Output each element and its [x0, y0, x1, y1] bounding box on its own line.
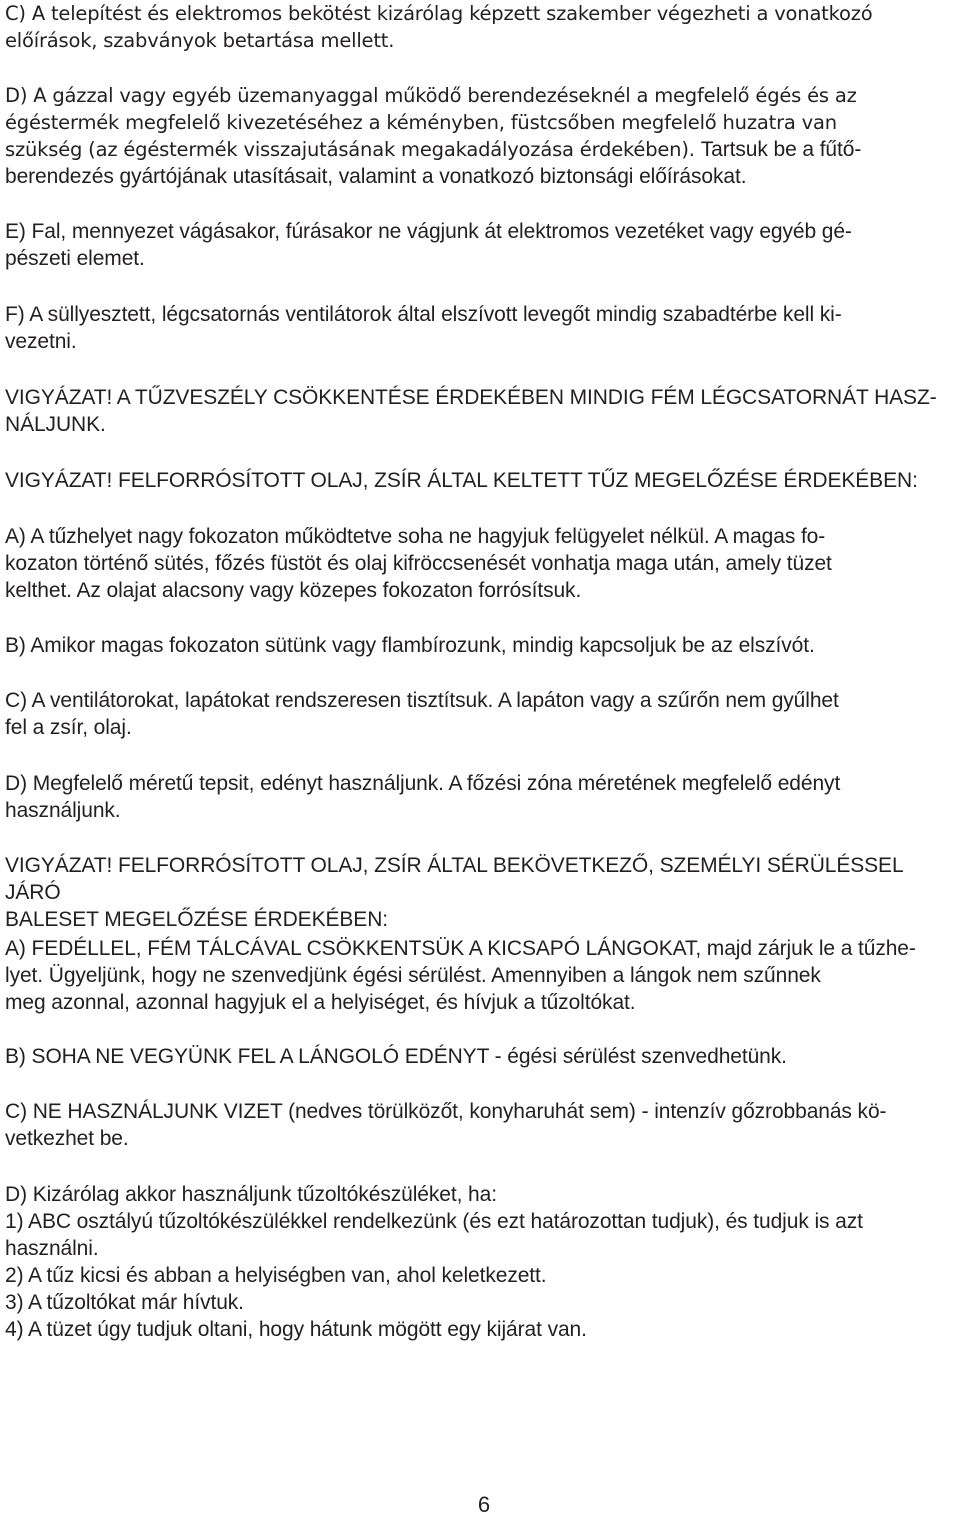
text-line	[5, 136, 960, 163]
paragraph-a-unattended-cooking	[5, 523, 960, 604]
text-line: NÁLJUNK.	[5, 413, 106, 436]
text-line: BALESET MEGELŐZÉSE ÉRDEKÉBEN:	[5, 908, 389, 931]
paragraph-b-do-not-lift	[5, 1043, 960, 1070]
text-line: kelthet. Az olajat alacsony vagy közepes fokozaton forrósítsuk.	[5, 579, 582, 602]
text-line: fel a zsír, olaj.	[5, 716, 132, 739]
text-line: D) A gázzal vagy egyéb üzemanyaggal működő berendezéseknél a megfelelő égés és az	[5, 84, 857, 107]
paragraph-e-wall-cutting	[5, 218, 960, 272]
text-segment: Tartsuk be a fűtő-	[700, 138, 862, 161]
list-item: 3) A tűzoltókat már hívtuk.	[5, 1291, 244, 1314]
list-intro: D) Kizárólag akkor használjunk tűzoltókészüléket, ha:	[5, 1183, 497, 1206]
text-line: VIGYÁZAT! FELFORRÓSÍTOTT OLAJ, ZSÍR ÁLTAL BEKÖVETKEZŐ, SZEMÉLYI SÉRÜLÉSSEL JÁRÓ	[5, 854, 903, 904]
text-line: kozaton történő sütés, főzés füstöt és olaj kifröccsenését vonhatja maga után, amely tüzet	[5, 552, 832, 575]
warning-metal-duct	[5, 384, 960, 438]
text-line: F) A süllyesztett, légcsatornás ventilátorok által elszívott levegőt mindig szabadtérbe kell ki-	[5, 303, 842, 326]
list-item	[5, 1208, 960, 1262]
paragraph-c-no-water	[5, 1098, 960, 1152]
paragraph-f-ventilation	[5, 301, 960, 355]
text-line: C) A telepítést és elektromos bekötést kizárólag képzett szakember végezheti a vonatkozó	[5, 2, 873, 25]
warning-oil-fire-prevention	[5, 467, 960, 494]
paragraph-c-cleaning	[5, 687, 960, 741]
text-line: vetkezhet be.	[5, 1127, 129, 1150]
list-item: 2) A tűz kicsi és abban a helyiségben van, ahol keletkezett.	[5, 1264, 547, 1287]
text-line: meg azonnal, azonnal hagyjuk el a helyiséget, és hívjuk a tűzoltókat.	[5, 991, 636, 1014]
text-line: lyet. Ügyeljünk, hogy ne szenvedjünk égési sérülést. Amennyiben a lángok nem szűnnek	[5, 964, 821, 987]
text-line: B) SOHA NE VEGYÜNK FEL A LÁNGOLÓ EDÉNYT - égési sérülést szenvedhetünk.	[5, 1045, 787, 1068]
text-line: E) Fal, mennyezet vágásakor, fúrásakor ne vágjunk át elektromos vezetéket vagy egyéb gé-	[5, 220, 852, 243]
paragraph-b-hood-on	[5, 632, 960, 659]
text-line: A) FEDÉLLEL, FÉM TÁLCÁVAL CSÖKKENTSÜK A KICSAPÓ LÁNGOKAT, majd zárjuk le a tűzhe-	[5, 937, 916, 960]
paragraph-d-gas-appliances	[5, 82, 960, 190]
text-line: berendezés gyártójának utasításait, valamint a vonatkozó biztonsági előírásokat.	[5, 165, 747, 188]
text-line: előírások, szabványok betartása mellett.	[5, 29, 395, 52]
list-item: 4) A tüzet úgy tudjuk oltani, hogy hátunk mögött egy kijárat van.	[5, 1318, 587, 1341]
text-line: VIGYÁZAT! A TŰZVESZÉLY CSÖKKENTÉSE ÉRDEKÉBEN MINDIG FÉM LÉGCSATORNÁT HASZ-	[5, 386, 937, 409]
text-line: C) A ventilátorokat, lapátokat rendszeresen tisztítsuk. A lapáton vagy a szűrőn nem gyűlhet	[5, 689, 839, 712]
text-line: pészeti elemet.	[5, 247, 145, 270]
paragraph-c-installation	[5, 0, 960, 54]
text-line: használjunk.	[5, 799, 121, 822]
paragraph-d-pan-size	[5, 770, 960, 824]
text-segment: szükség (az égéstermék visszajutásának megakadályozása érdekében).	[5, 138, 695, 161]
text-line: használni.	[5, 1237, 99, 1260]
text-line: C) NE HASZNÁLJUNK VIZET (nedves törülközőt, konyharuhát sem) - intenzív gőzrobbanás kö-	[5, 1100, 887, 1123]
text-line: B) Amikor magas fokozaton sütünk vagy flambírozunk, mindig kapcsoljuk be az elszívót.	[5, 634, 815, 657]
text-line: VIGYÁZAT! FELFORRÓSÍTOTT OLAJ, ZSÍR ÁLTAL KELTETT TŰZ MEGELŐZÉSE ÉRDEKÉBEN:	[5, 469, 918, 492]
page-number: 6	[477, 1492, 491, 1517]
extinguisher-conditions	[5, 1181, 960, 1343]
paragraph-a-smother-flames	[5, 935, 960, 1016]
text-line: D) Megfelelő méretű tepsit, edényt használjunk. A főzési zóna méretének megfelelő edényt	[5, 772, 841, 795]
warning-personal-injury	[5, 852, 960, 933]
text-line: vezetni.	[5, 330, 77, 353]
text-line: égéstermék megfelelő kivezetéséhez a kéményben, füstcsőben megfelelő huzatra van	[5, 111, 837, 134]
text-line: 1) ABC osztályú tűzoltókészülékkel rendelkezünk (és ezt határozottan tudjuk), és tudjuk is azt	[5, 1210, 863, 1233]
text-line: A) A tűzhelyet nagy fokozaton működtetve soha ne hagyjuk felügyelet nélkül. A magas fo-	[5, 525, 826, 548]
